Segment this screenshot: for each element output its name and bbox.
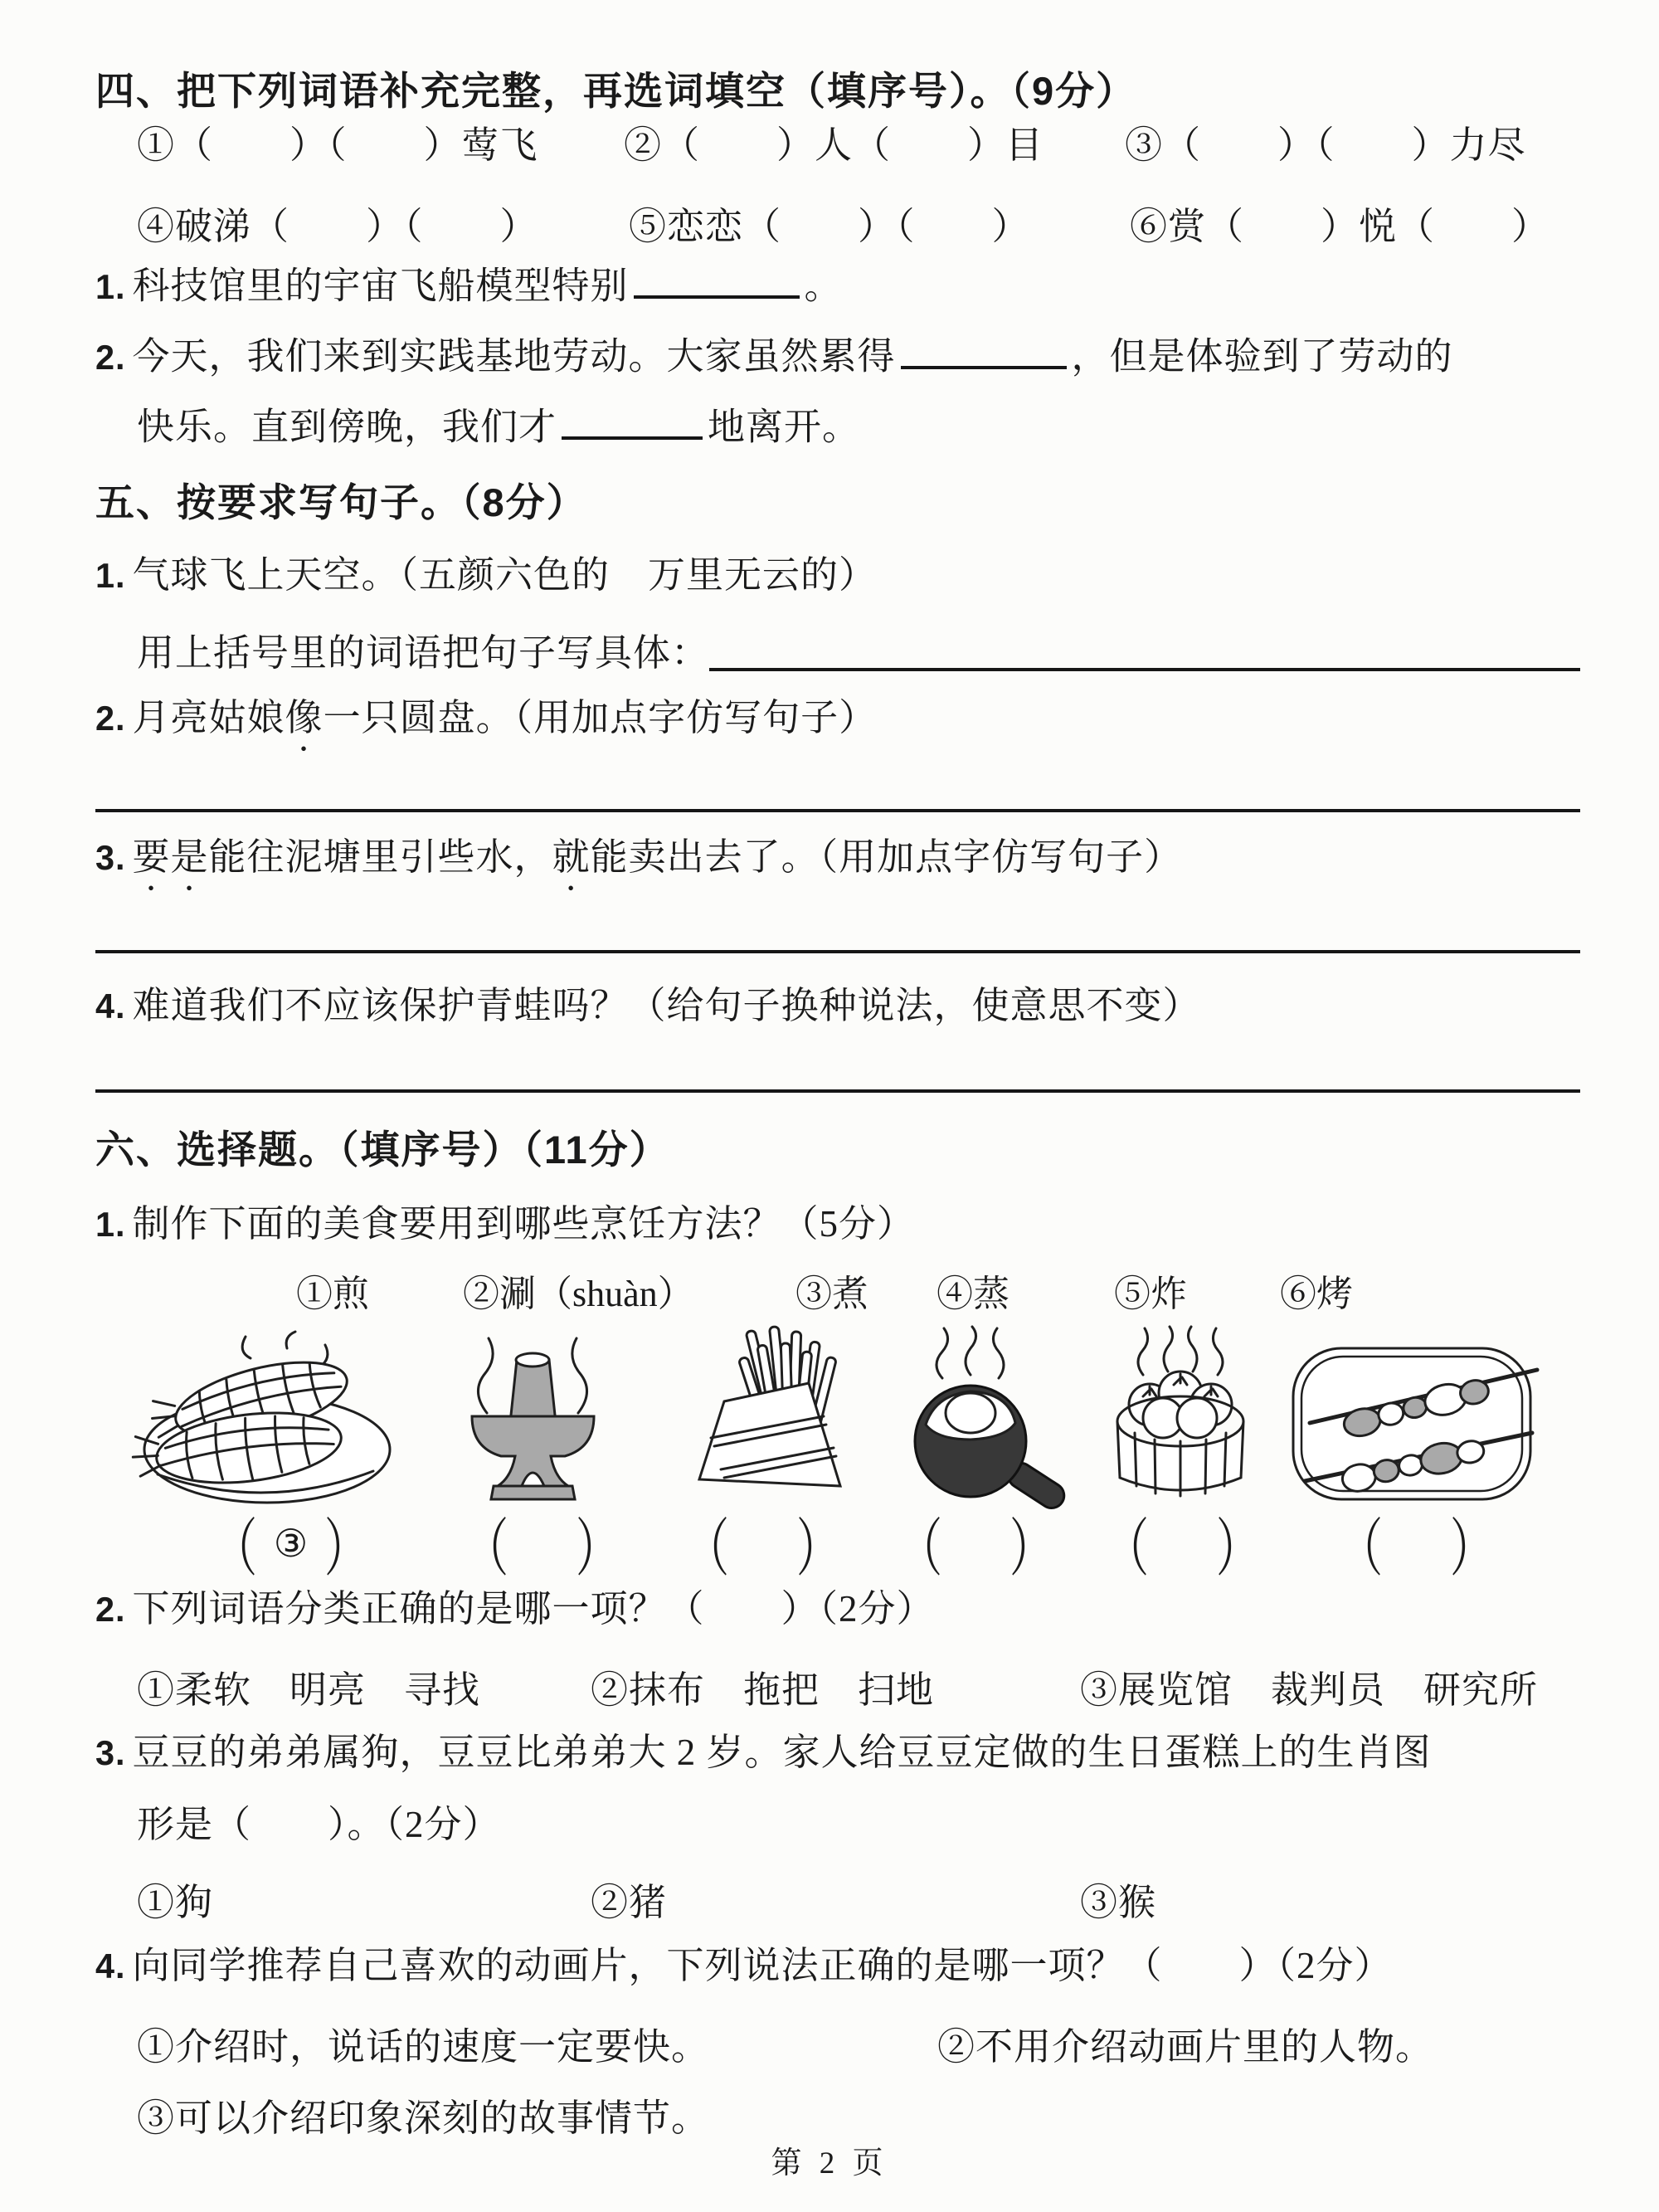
corn-on-plate-drawing xyxy=(124,1323,398,1510)
fried-egg-pan-drawing xyxy=(888,1323,1070,1510)
meat-skewers-plate-illustration xyxy=(1282,1323,1543,1510)
question-number: 3. xyxy=(95,1734,126,1772)
french-fries-drawing xyxy=(676,1323,863,1510)
cooking-method-1: ①煎 xyxy=(296,1274,369,1314)
steamed-buns-basket-illustration xyxy=(1103,1323,1257,1510)
sentence-question-4 xyxy=(95,983,1201,1028)
sentence-question-2 xyxy=(95,695,877,759)
hot-pot-drawing xyxy=(452,1323,614,1510)
french-fries-illustration xyxy=(676,1323,863,1510)
fried-egg-pan-illustration xyxy=(888,1323,1070,1510)
emphasized-char: 就 xyxy=(552,836,591,878)
sentence-question-1 xyxy=(95,553,877,597)
question-number: 1. xyxy=(95,267,126,306)
sentence-question-3 xyxy=(95,835,1182,899)
question-number: 3. xyxy=(95,839,126,877)
q4-option-3: ③可以介绍印象深刻的故事情节。 xyxy=(137,2098,710,2139)
hot-pot-illustration xyxy=(452,1323,614,1510)
corn-on-plate-illustration xyxy=(124,1323,398,1510)
question-number: 4. xyxy=(95,987,126,1026)
answer-value: ③ xyxy=(273,1522,309,1565)
sentence-question-1-prompt xyxy=(137,622,1580,676)
emphasized-char: 像 xyxy=(285,697,324,738)
question-text: 下列词语分类正确的是哪一项？（ ）（2分） xyxy=(132,1588,935,1630)
food-answer-5 xyxy=(1106,1512,1259,1585)
emphasized-chars: 要是 xyxy=(132,836,209,878)
question-text: 难道我们不应该保护青蛙吗？（给句子换种说法，使意思不变） xyxy=(132,985,1201,1026)
open-paren: （ xyxy=(465,1515,509,1585)
page-number: 第 2 页 xyxy=(771,2146,888,2180)
section5-title: 五、按要求写句子。（8分） xyxy=(95,480,587,524)
question-text: 今天，我们来到实践基地劳动。大家虽然累得 xyxy=(132,335,896,378)
choice-question-4 xyxy=(95,1943,1393,1988)
q3-option-1: ①狗 xyxy=(137,1882,214,1923)
answer-line xyxy=(709,617,1580,671)
answer-line xyxy=(95,809,1580,812)
cooking-method-3: ③煮 xyxy=(795,1274,868,1314)
prompt-text: 用上括号里的词语把句子写具体： xyxy=(137,632,710,674)
question-text: 科技馆里的宇宙飞船模型特别 xyxy=(132,265,629,307)
cooking-method-5: ⑤炸 xyxy=(1114,1274,1187,1314)
choice-question-2 xyxy=(95,1586,935,1631)
fill-question-2-line1 xyxy=(95,332,1453,379)
close-paren: ） xyxy=(1215,1515,1259,1585)
question-text-end: 能卖出去了。（用加点字仿写句子） xyxy=(590,836,1183,878)
question-text: 快乐。直到傍晚，我们才 xyxy=(137,406,557,448)
q2-option-2: ②抹布 拖把 扫地 xyxy=(591,1669,935,1711)
fill-question-1 xyxy=(95,261,843,309)
cooking-method-2: ②涮（shuàn） xyxy=(463,1274,694,1314)
question-number: 2. xyxy=(95,699,126,738)
question-number: 1. xyxy=(95,1206,126,1244)
open-paren: （ xyxy=(686,1515,730,1585)
close-paren: ） xyxy=(1009,1515,1053,1585)
question-text: 豆豆的弟弟属狗，豆豆比弟弟大 2 岁。家人给豆豆定做的生日蛋糕上的生肖图 xyxy=(132,1732,1432,1773)
question-text: 气球飞上天空。（五颜六色的 万里无云的） xyxy=(132,554,878,596)
steamed-buns-drawing xyxy=(1103,1323,1257,1510)
question-text: 月亮姑娘 xyxy=(132,697,285,738)
answer-line xyxy=(95,950,1580,953)
question-text-end: 地离开。 xyxy=(708,406,861,448)
word-item-1: ①（ ）（ ）莺飞 xyxy=(137,124,538,166)
q2-option-3: ③展览馆 裁判员 研究所 xyxy=(1080,1669,1539,1711)
choice-question-1 xyxy=(95,1201,915,1246)
word-item-5: ⑤恋恋（ ）（ ） xyxy=(629,206,1030,247)
question-text: 向同学推荐自己喜欢的动画片，下列说法正确的是哪一项？（ ）（2分） xyxy=(132,1945,1393,1986)
choice-question-3-line1 xyxy=(95,1730,1432,1775)
q3-option-3: ③猴 xyxy=(1080,1882,1157,1923)
section4-title: 四、把下列词语补充完整，再选词填空（填序号）。（9分） xyxy=(95,69,1137,113)
cooking-method-4: ④蒸 xyxy=(937,1274,1010,1314)
q3-option-2: ②猪 xyxy=(591,1882,668,1923)
meat-skewers-drawing xyxy=(1282,1323,1543,1510)
question-text-end: 。 xyxy=(804,265,843,307)
question-text: 能往泥塘里引些水， xyxy=(208,836,552,878)
answer-blank xyxy=(634,261,800,299)
food-answer-6 xyxy=(1340,1512,1493,1585)
food-answer-3 xyxy=(686,1512,839,1585)
open-paren: （ xyxy=(214,1515,258,1585)
answer-line xyxy=(95,1089,1580,1093)
q2-option-1: ①柔软 明亮 寻找 xyxy=(137,1669,481,1711)
question-number: 2. xyxy=(95,1591,126,1629)
answer-blank xyxy=(562,402,703,440)
close-paren: ） xyxy=(575,1515,619,1585)
fill-question-2-line2 xyxy=(137,402,860,450)
close-paren: ） xyxy=(324,1515,367,1585)
food-answer-2 xyxy=(465,1512,619,1585)
cooking-method-6: ⑥烤 xyxy=(1280,1274,1353,1314)
question-number: 1. xyxy=(95,557,126,595)
question-text-mid: ，但是体验到了劳动的 xyxy=(1071,335,1453,378)
food-answer-1 xyxy=(214,1512,367,1585)
question-number: 2. xyxy=(95,338,126,377)
open-paren: （ xyxy=(1106,1515,1150,1585)
food-answer-4 xyxy=(899,1512,1053,1585)
word-item-4: ④破涕（ ）（ ） xyxy=(137,206,538,247)
close-paren: ） xyxy=(1449,1515,1493,1585)
word-item-6: ⑥赏（ ）悦（ ） xyxy=(1130,206,1550,247)
question-number: 4. xyxy=(95,1947,126,1985)
question-text-end: 一只圆盘。（用加点字仿写句子） xyxy=(323,697,878,738)
choice-question-3-line2: 形是（ ）。（2分） xyxy=(137,1804,501,1845)
q4-option-2: ②不用介绍动画片里的人物。 xyxy=(937,2026,1434,2068)
answer-blank xyxy=(901,332,1067,369)
open-paren: （ xyxy=(1340,1515,1384,1585)
section6-title: 六、选择题。（填序号）（11分） xyxy=(95,1128,670,1172)
open-paren: （ xyxy=(899,1515,943,1585)
word-item-3: ③（ ）（ ）力尽 xyxy=(1125,124,1526,166)
q4-option-1: ①介绍时，说话的速度一定要快。 xyxy=(137,2026,710,2068)
word-item-2: ②（ ）人（ ）目 xyxy=(624,124,1044,166)
question-text: 制作下面的美食要用到哪些烹饪方法？（5分） xyxy=(132,1203,916,1245)
close-paren: ） xyxy=(795,1515,839,1585)
